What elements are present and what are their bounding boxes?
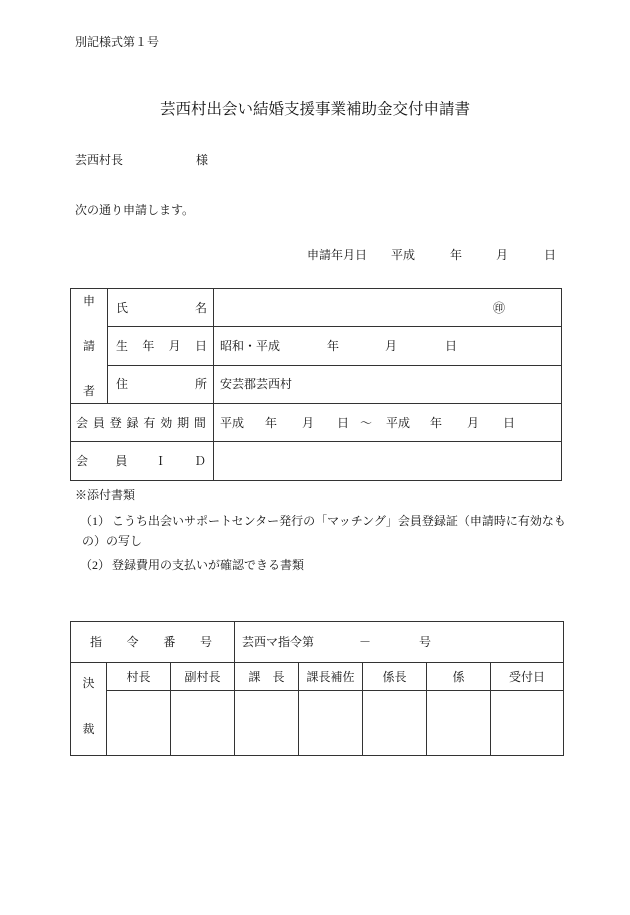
approval-seal-row xyxy=(71,691,564,756)
label-char: Ｄ xyxy=(193,454,206,468)
period-end-day-unit: 日 xyxy=(503,415,516,430)
application-date-day-unit: 日 xyxy=(544,248,557,262)
member-id-label-cell xyxy=(71,442,214,481)
membership-period-label xyxy=(71,415,213,431)
header-staff: 係 xyxy=(427,663,491,691)
order-number-label-cell xyxy=(71,622,235,663)
application-date-era: 平成 xyxy=(391,248,416,262)
application-date-month-unit: 月 xyxy=(496,248,509,262)
seal-cell-assistant-section-chief xyxy=(299,691,363,756)
label-char: 登 xyxy=(109,415,122,430)
label-char: 令 xyxy=(126,635,139,649)
label-char: 員 xyxy=(115,454,128,468)
header-village-head: 村長 xyxy=(107,663,171,691)
side-char: 者 xyxy=(82,384,95,398)
period-end-month-unit: 月 xyxy=(467,415,480,430)
period-end-era: 平成 xyxy=(386,415,411,430)
label-char: 住 xyxy=(116,377,129,392)
header-deputy-village-head: 副村長 xyxy=(171,663,235,691)
application-date-year-unit: 年 xyxy=(450,248,463,262)
label-char: 月 xyxy=(168,338,181,353)
side-char: 決 xyxy=(82,676,95,690)
period-separator: ～ xyxy=(360,415,373,430)
name-value-cell xyxy=(214,289,562,327)
order-number-prefix: 芸西マ指令第 xyxy=(242,635,315,649)
attachment-item-1-continuation: の）の写し xyxy=(82,534,143,548)
label-char: 氏 xyxy=(116,300,129,315)
label-char: 効 xyxy=(160,415,173,430)
form-number: 別記様式第１号 xyxy=(75,35,160,49)
period-start-day-unit: 日 xyxy=(337,415,350,430)
attachment-item-2 xyxy=(80,557,304,573)
seal-cell-staff xyxy=(427,691,491,756)
label-char: 録 xyxy=(126,415,139,430)
order-number-suffix: 号 xyxy=(419,635,432,649)
order-number-label xyxy=(71,634,234,650)
name-label xyxy=(108,300,213,316)
application-date-label: 申請年月日 xyxy=(307,248,368,262)
label-char: 年 xyxy=(142,338,155,353)
applicant-table xyxy=(70,288,562,481)
header-section-chief: 課 長 xyxy=(235,663,299,691)
label-char: 会 xyxy=(76,454,89,468)
seal-cell-subsection-chief xyxy=(363,691,427,756)
approval-header-row xyxy=(71,663,564,691)
period-start-month-unit: 月 xyxy=(302,415,315,430)
address-text: 安芸郡芸西村 xyxy=(220,377,293,392)
seal-cell-village-head xyxy=(107,691,171,756)
attachment-number: （1） xyxy=(80,514,111,528)
birth-date-value xyxy=(214,338,561,354)
label-char: 番 xyxy=(163,635,176,649)
order-number-row xyxy=(71,622,564,663)
document-title: 芸西村出会い結婚支援事業補助金交付申請書 xyxy=(159,101,470,118)
label-char: 有 xyxy=(143,415,156,430)
name-value xyxy=(214,300,561,316)
seal-cell-receipt-date xyxy=(491,691,564,756)
name-label-cell xyxy=(108,289,214,327)
seal-cell-section-chief xyxy=(235,691,299,756)
order-number-value-cell xyxy=(235,622,564,663)
approval-side-label xyxy=(71,663,106,755)
membership-period-value-cell xyxy=(214,404,562,442)
birth-date-year-unit: 年 xyxy=(327,338,340,353)
birth-date-label-cell xyxy=(108,327,214,365)
order-number-value xyxy=(235,634,563,650)
label-char: Ｉ xyxy=(154,454,167,468)
approval-side-label-cell xyxy=(71,663,107,756)
membership-period-label-cell xyxy=(71,404,214,442)
membership-period-value xyxy=(214,415,561,431)
applicant-side-label-cell xyxy=(71,289,108,404)
label-char: 期 xyxy=(177,415,190,430)
header-subsection-chief: 係長 xyxy=(363,663,427,691)
birth-date-day-unit: 日 xyxy=(445,338,458,353)
applicant-side-label xyxy=(71,289,107,403)
member-id-value-cell xyxy=(214,442,562,481)
side-char: 請 xyxy=(82,339,95,353)
birth-date-era: 昭和・平成 xyxy=(220,338,281,353)
member-id-label xyxy=(71,453,213,469)
label-char: 日 xyxy=(194,338,207,353)
applicant-row-name xyxy=(71,289,562,327)
seal-mark: ㊞ xyxy=(493,300,506,315)
label-char: 生 xyxy=(116,338,129,353)
addressee-name: 芸西村長 xyxy=(75,153,124,167)
side-char: 裁 xyxy=(82,722,95,736)
birth-date-month-unit: 月 xyxy=(385,338,398,353)
attachment-item-1 xyxy=(80,513,566,529)
address-value xyxy=(214,376,561,392)
attachment-number: （2） xyxy=(80,558,111,572)
approval-table xyxy=(70,621,564,756)
intro-text: 次の通り申請します。 xyxy=(75,203,195,217)
applicant-row-membership-period xyxy=(71,404,562,442)
address-value-cell xyxy=(214,365,562,403)
period-end-year-unit: 年 xyxy=(430,415,443,430)
period-start-era: 平成 xyxy=(220,415,245,430)
birth-date-value-cell xyxy=(214,327,562,365)
applicant-row-birth-date xyxy=(71,327,562,365)
applicant-row-member-id xyxy=(71,442,562,481)
label-char: 間 xyxy=(193,415,206,430)
label-char: 員 xyxy=(92,415,105,430)
attachment-text: こうち出会いサポートセンター発行の「マッチング」会員登録証（申請時に有効なも xyxy=(112,514,566,528)
label-char: 名 xyxy=(194,300,207,315)
attachment-text: 登録費用の支払いが確認できる書類 xyxy=(112,558,305,572)
order-number-dash: － xyxy=(359,635,372,649)
header-assistant-section-chief: 課長補佐 xyxy=(299,663,363,691)
label-char: 所 xyxy=(194,377,207,392)
label-char: 会 xyxy=(76,415,89,430)
applicant-row-address xyxy=(71,365,562,403)
attachments-heading: ※添付書類 xyxy=(75,488,136,502)
seal-cell-deputy-village-head xyxy=(171,691,235,756)
period-start-year-unit: 年 xyxy=(265,415,278,430)
birth-date-label xyxy=(108,338,213,354)
label-char: 指 xyxy=(90,635,103,649)
address-label xyxy=(108,376,213,392)
label-char: 号 xyxy=(199,635,212,649)
address-label-cell xyxy=(108,365,214,403)
header-receipt-date: 受付日 xyxy=(491,663,564,691)
side-char: 申 xyxy=(82,294,95,308)
addressee-honorific: 様 xyxy=(196,153,209,167)
